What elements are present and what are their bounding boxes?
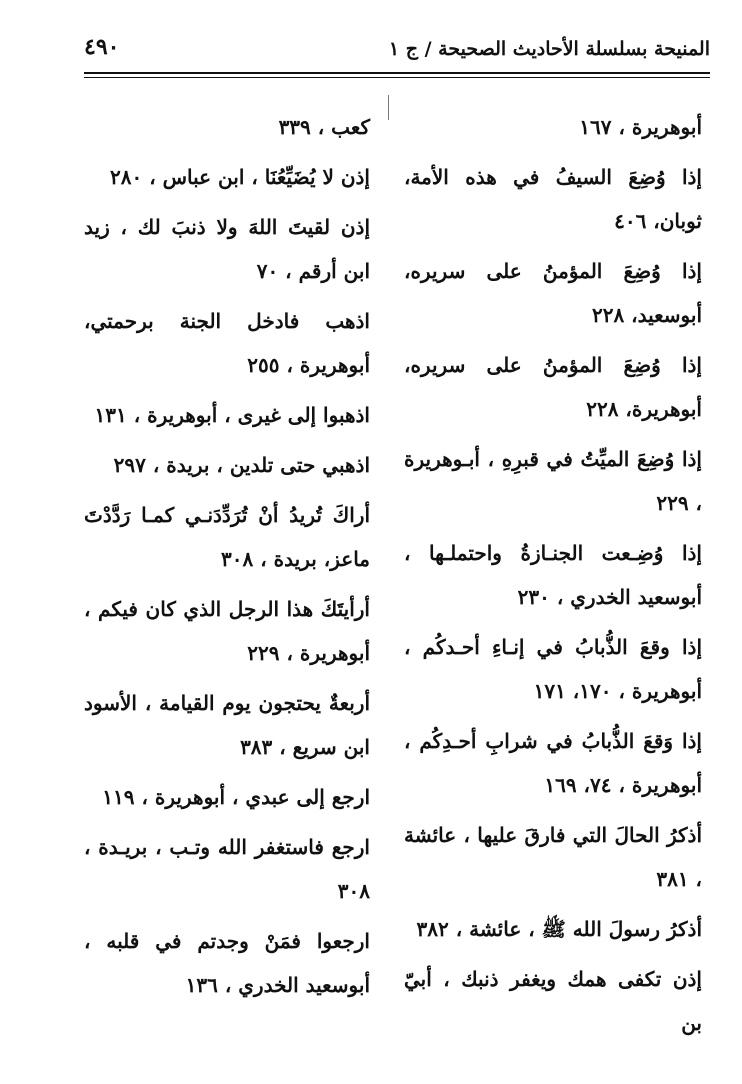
index-column-left [84,105,370,1013]
index-entry: ارجع فاستغفر الله وتـب ، بريـدة ، ٣٠٨ [84,835,370,903]
index-entry: إذن تكفى همك ويغفر ذنبك ، أبيّ بن [404,967,702,1035]
index-entry: ارجع إلى عبدي ، أبوهريرة ، ١١٩ [102,785,370,809]
index-entry: أراكَ تُريدُ أنْ تُرَدِّدَنـي كمـا رَدَّدْتَ ماعز، بريدة ، ٣٠٨ [84,503,370,571]
index-entry: إذا وُضِعَ السيفُ في هذه الأمة، ثوبان، ٤٠٦ [404,165,702,233]
index-entry: إذا وُضِعَ المؤمنُ على سريره، أبوسعيد، ٢٢٨ [404,259,702,327]
index-column-right [404,105,702,1051]
running-title: المنيحة بسلسلة الأحاديث الصحيحة / ج ١ [388,38,710,60]
index-entry: اذهبوا إلى غيرى ، أبوهريرة ، ١٣١ [94,403,370,427]
index-entry: أذكرُ الحالَ التي فارقَ عليها ، عائشة ، ٣٨١ [404,823,702,891]
index-entry: اذهبي حتى تلدين ، بريدة ، ٢٩٧ [113,453,370,477]
index-entry: كعب ، ٣٣٩ [278,115,370,139]
index-entry: أرأيتَكَ هذا الرجل الذي كان فيكم ، أبوهريرة ، ٢٢٩ [84,597,370,665]
header-rule-thin [84,77,710,78]
index-entry: اذهب فادخل الجنة برحمتي، أبوهريرة ، ٢٥٥ [84,309,370,377]
index-entry: إذا وُضِعَ المؤمنُ على سريره، أبوهريرة، ٢٢٨ [404,353,702,421]
index-entry: إذا وَقعَ الذُّبابُ في شرابِ أحـدِكُم ، أبوهريرة ، ٧٤، ١٦٩ [404,729,702,797]
index-entry: إذا وُضِـعت الجنـازةُ واحتملـها ، أبوسعيد الخدري ، ٢٣٠ [404,541,702,609]
index-entry: أبوهريرة ، ١٦٧ [579,115,702,139]
index-entry: أذكرُ رسولَ الله ﷺ ، عائشة ، ٣٨٢ [416,917,702,941]
index-entry: إذن لقيتَ اللهَ ولا ذنبَ لك ، زيد ابن أرقم ، ٧٠ [84,215,370,283]
column-divider [388,95,389,120]
page-header [84,32,710,72]
header-rule-thick [84,72,710,74]
page-number: ٤٩٠ [84,34,120,60]
index-entry: ارجعوا فمَنْ وجدتم في قلبه ، أبوسعيد الخدري ، ١٣٦ [84,929,370,997]
index-entry: إذا وقعَ الذُّبابُ في إنـاءِ أحـدكُم ، أبوهريرة ، ١٧٠، ١٧١ [404,635,702,703]
index-entry: إذن لا يُضَيِّعُنَا ، ابن عباس ، ٢٨٠ [110,165,370,189]
index-entry: أربعةٌ يحتجون يوم القيامة ، الأسود ابن سريع ، ٣٨٣ [84,691,370,759]
index-entry: إذا وُضِعَ الميِّتُ في قبرِهِ ، أبـوهريرة ، ٢٢٩ [404,447,702,515]
